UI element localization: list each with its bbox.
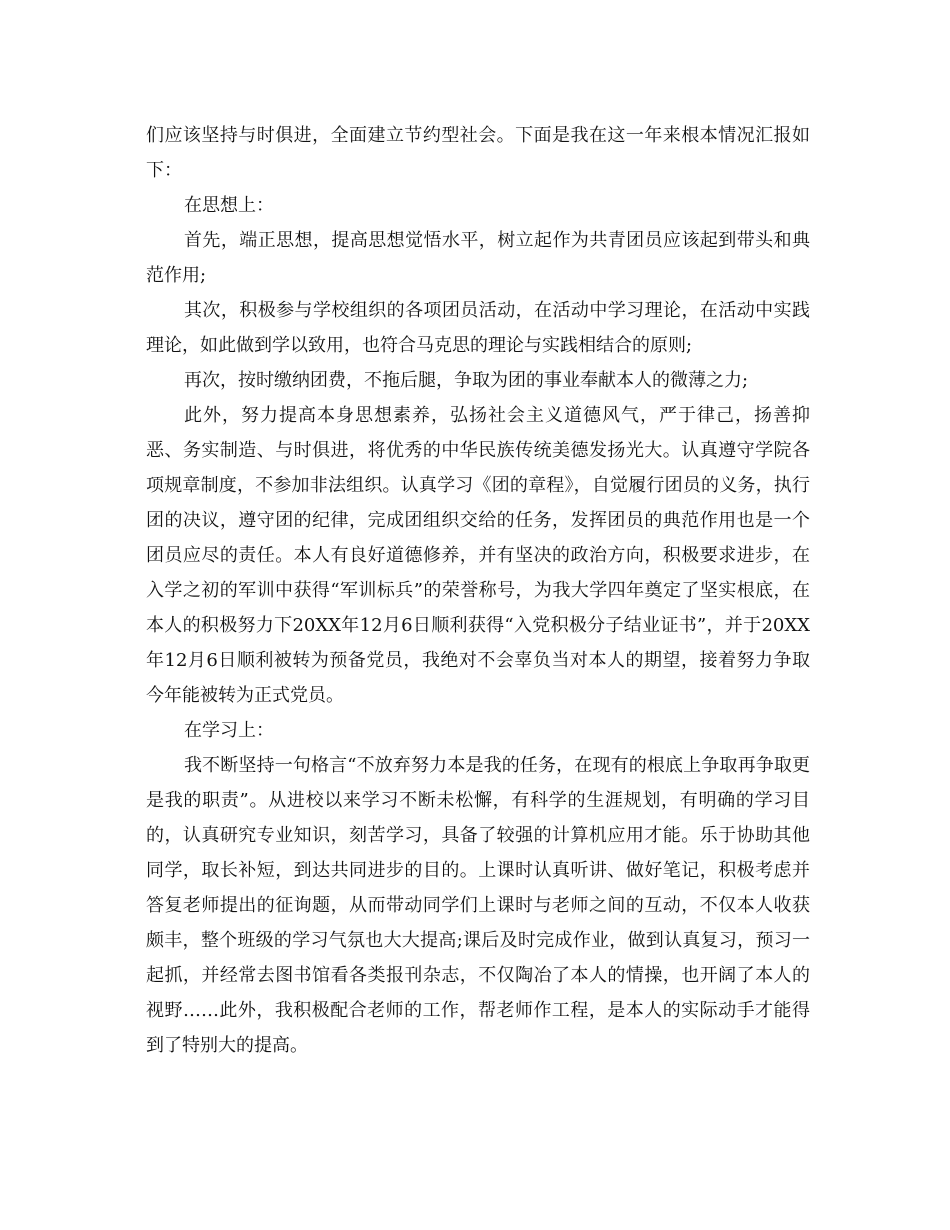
paragraph-additionally: 此外，努力提高本身思想素养，弘扬社会主义道德风气，严于律己，扬善抑恶、务实制造、与时俱进，将优秀的中华民族传统美德发扬光大。认真遵守学院各项规章制度，不参加非法组织。认真学习《团的章程》，自觉履行团员的义务，执行团的决议，遵守团的纪律，完成团组织交给的任务，发挥团员的典范作用也是一个团员应尽的责任。本人有良好道德修养，并有坚决的政治方向，积极要求进步，在入学之初的军训中获得“军训标兵”的荣誉称号，为我大学四年奠定了坚实根底，在本人的积极努力下20XX年12月6日顺利获得“入党积极分子结业证书”，并于20XX年12月6日顺利被转为预备党员，我绝对不会辜负当对本人的期望，接着努力争取今年能被转为正式党员。 — [146, 405, 810, 706]
paragraph-third: 再次，按时缴纳团费，不拖后腿，争取为团的事业奉献本人的微薄之力; — [184, 370, 749, 391]
paragraph-continuation: 们应该坚持与时俱进，全面建立节约型社会。下面是我在这一年来根本情况汇报如下： — [146, 125, 810, 181]
paragraph-study: 我不断坚持一句格言“不放弃努力本是我的任务，在现有的根底上争取再争取更是我的职责”。从进校以来学习不断未松懈，有科学的生涯规划，有明确的学习目的，认真研究专业知识，刻苦学习，具备了较强的计算机应用才能。乐于协助其他同学，取长补短，到达共同进步的目的。上课时认真听讲、做好笔记，积极考虑并答复老师提出的征询题，从而带动同学们上课时与老师之间的互动，不仅本人收获颇丰，整个班级的学习气氛也大大提高;课后及时完成作业，做到认真复习，预习一起抓，并经常去图书馆看各类报刊杂志，不仅陶冶了本人的情操，也开阔了本人的视野……此外，我积极配合老师的工作，帮老师作工程，是本人的实际动手才能得到了特别大的提高。 — [146, 755, 810, 1056]
section-heading-thought: 在思想上： — [184, 195, 274, 216]
section-heading-study: 在学习上： — [184, 720, 274, 741]
document-body — [146, 118, 810, 1063]
paragraph-second: 其次，积极参与学校组织的各项团员活动，在活动中学习理论，在活动中实践理论，如此做到学以致用，也符合马克思的理论与实践相结合的原则; — [146, 300, 810, 356]
paragraph-first: 首先，端正思想，提高思想觉悟水平，树立起作为共青团员应该起到带头和典范作用; — [146, 230, 810, 286]
